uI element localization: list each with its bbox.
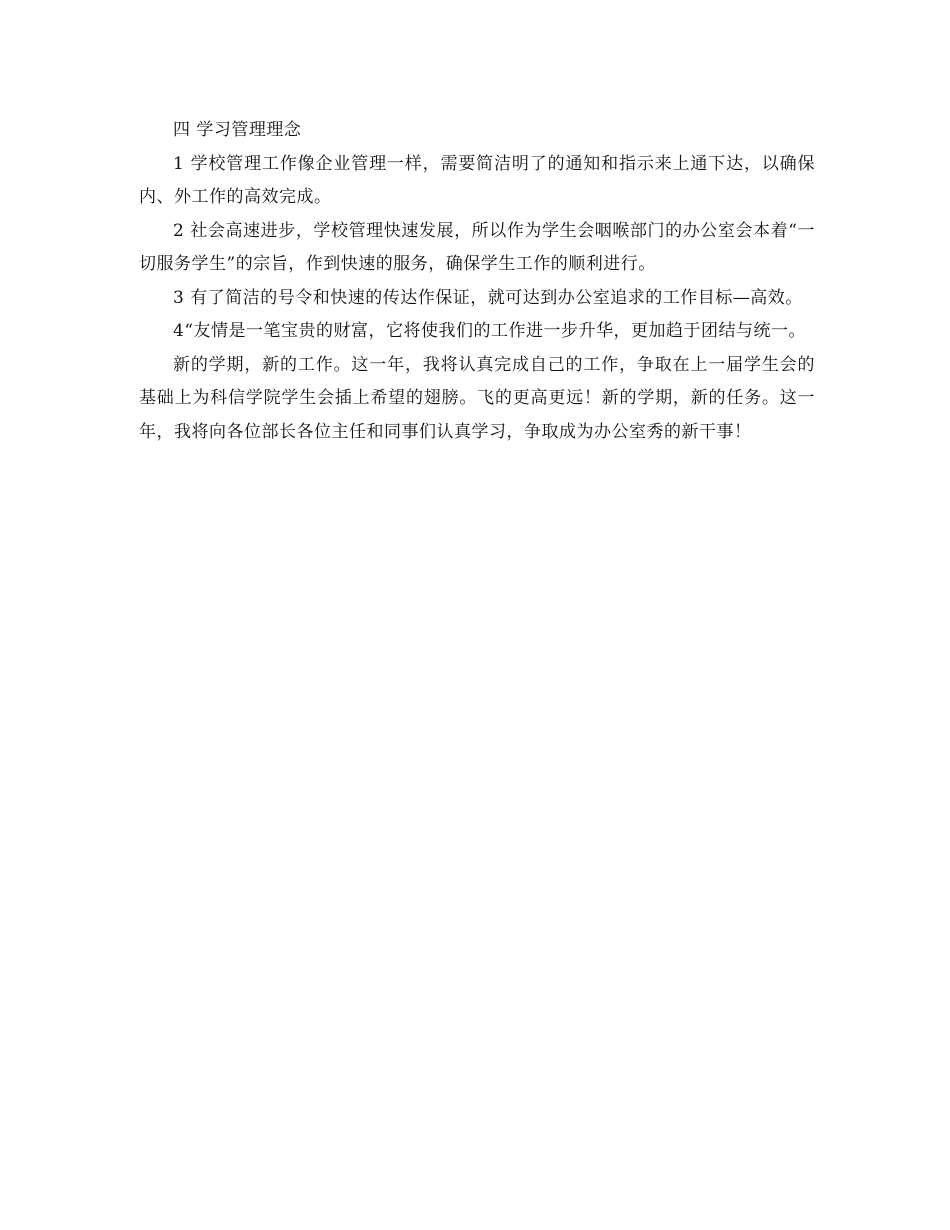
document-body xyxy=(139,114,815,449)
paragraph-4: 4“友情是一笔宝贵的财富，它将使我们的工作进一步升华，更加趋于团结与统一。 xyxy=(173,321,807,341)
paragraph-2: 2 社会高速进步，学校管理快速发展，所以作为学生会咽喉部门的办公室会本着“一切服务学生”的宗旨，作到快速的服务，确保学生工作的顺利进行。 xyxy=(139,220,815,274)
paragraph-3: 3 有了简洁的号令和快速的传达作保证，就可达到办公室追求的工作目标—高效。 xyxy=(173,287,803,308)
paragraph-1: 1 学校管理工作像企业管理一样，需要简洁明了的通知和指示来上通下达，以确保内、外工作的高效完成。 xyxy=(139,153,815,207)
section-heading: 四 学习管理理念 xyxy=(173,120,302,140)
paragraph-5: 新的学期，新的工作。这一年，我将认真完成自己的工作，争取在上一届学生会的基础上为科信学院学生会插上希望的翅膀。飞的更高更远！新的学期，新的任务。这一年，我将向各位部长各位主任和同事们认真学习，争取成为办公室秀的新干事！ xyxy=(139,354,815,442)
